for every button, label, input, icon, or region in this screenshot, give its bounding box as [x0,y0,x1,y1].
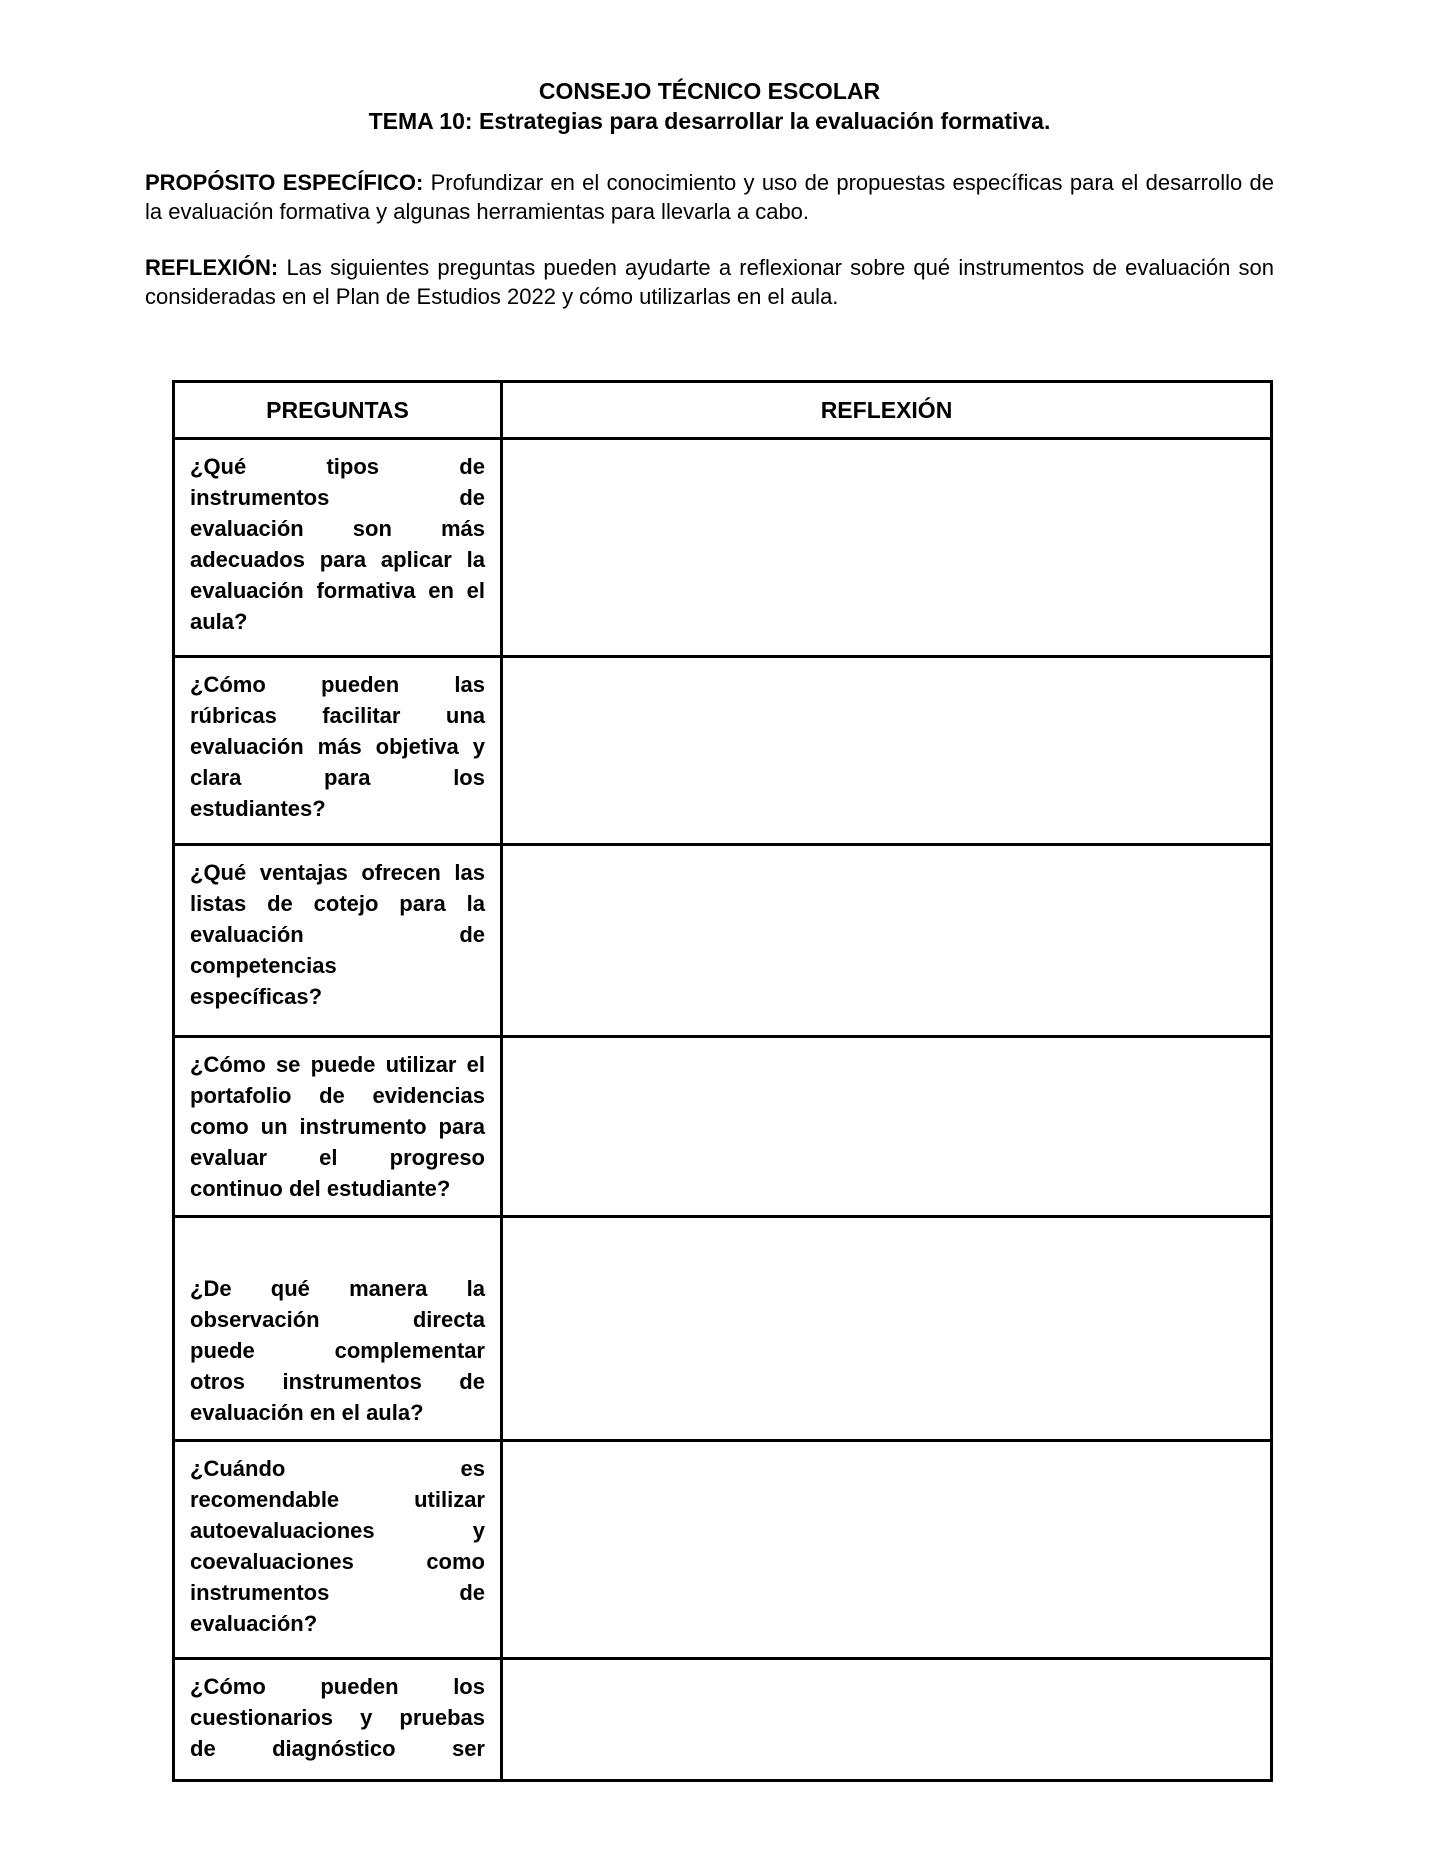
reflection-cell [502,657,1272,845]
question-line: evaluación más objetiva y [190,734,485,759]
question-cell [174,845,502,1037]
question-line: otros instrumentos de [190,1369,485,1394]
document-content [145,0,1274,333]
question-line: recomendable utilizar [190,1487,485,1512]
proposito-text: Profundizar en el conocimiento y uso de propuestas específicas para el desarrollo de la evaluación formativa y algunas herramientas para llevarla a cabo. [145,170,1274,224]
reflection-cell [502,439,1272,657]
question-line: continuo del estudiante? [190,1176,451,1201]
reflection-cell [502,845,1272,1037]
document-header [145,76,1274,136]
header-reflexion: REFLEXIÓN [502,382,1272,439]
table-row [174,1441,1272,1659]
reflexion-label: REFLEXIÓN: [145,255,279,280]
question-line: evaluar el progreso [190,1145,485,1170]
question-line: ¿Qué ventajas ofrecen las [190,860,485,885]
question-line: evaluación de [190,922,485,947]
table-row [174,1037,1272,1217]
question-line: evaluación? [190,1611,318,1636]
question-line: instrumentos de [190,485,485,510]
question-line: ¿Qué tipos de [190,454,485,479]
table-header-row [174,382,1272,439]
reflection-cell [502,1217,1272,1441]
reflexion-text: Las siguientes preguntas pueden ayudarte a reflexionar sobre qué instrumentos de evaluación son consideradas en el Plan de Estudios 2022 y cómo utilizarlas en el aula. [145,255,1274,309]
proposito-label: PROPÓSITO ESPECÍFICO: [145,170,424,195]
question-line: cuestionarios y pruebas [190,1705,485,1730]
question-line: evaluación son más [190,516,485,541]
proposito-paragraph [145,168,1274,226]
question-line: de diagnóstico ser [190,1736,485,1761]
question-line: como un instrumento para [190,1114,485,1139]
table-row [174,1659,1272,1781]
question-cell [174,1441,502,1659]
question-line: ¿Cómo se puede utilizar el [190,1052,485,1077]
doc-title: CONSEJO TÉCNICO ESCOLAR [538,78,881,104]
question-line: evaluación formativa en el [190,578,485,603]
question-cell [174,657,502,845]
question-line: ¿De qué manera la [190,1276,485,1301]
questions-table [172,380,1273,1782]
question-line: adecuados para aplicar la [190,547,485,572]
table-row [174,657,1272,845]
reflection-cell [502,1441,1272,1659]
question-line: puede complementar [190,1338,485,1363]
question-cell [174,1217,502,1441]
reflection-cell [502,1037,1272,1217]
reflexion-paragraph [145,253,1274,311]
table-row [174,439,1272,657]
question-cell [174,1037,502,1217]
question-line: autoevaluaciones y [190,1518,485,1543]
question-cell [174,439,502,657]
question-line: aula? [190,609,248,634]
reflection-cell [502,1659,1272,1781]
question-line: listas de cotejo para la [190,891,485,916]
question-line: clara para los [190,765,485,790]
header-preguntas: PREGUNTAS [174,382,502,439]
question-line: estudiantes? [190,796,326,821]
table-row [174,1217,1272,1441]
question-cell [174,1659,502,1781]
table-row [174,845,1272,1037]
question-line: rúbricas facilitar una [190,703,485,728]
question-line: competencias [190,953,337,978]
question-line: evaluación en el aula? [190,1400,424,1425]
question-line: instrumentos de [190,1580,485,1605]
question-line: específicas? [190,984,323,1009]
question-line: ¿Cómo pueden las [190,672,485,697]
question-line: ¿Cómo pueden los [190,1674,485,1699]
question-line: observación directa [190,1307,485,1332]
question-line: ¿Cuándo es [190,1456,485,1481]
question-line: portafolio de evidencias [190,1083,485,1108]
question-line: coevaluaciones como [190,1549,485,1574]
doc-subtitle: TEMA 10: Estrategias para desarrollar la evaluación formativa. [368,108,1051,134]
questions-table-wrap [172,380,1273,1782]
